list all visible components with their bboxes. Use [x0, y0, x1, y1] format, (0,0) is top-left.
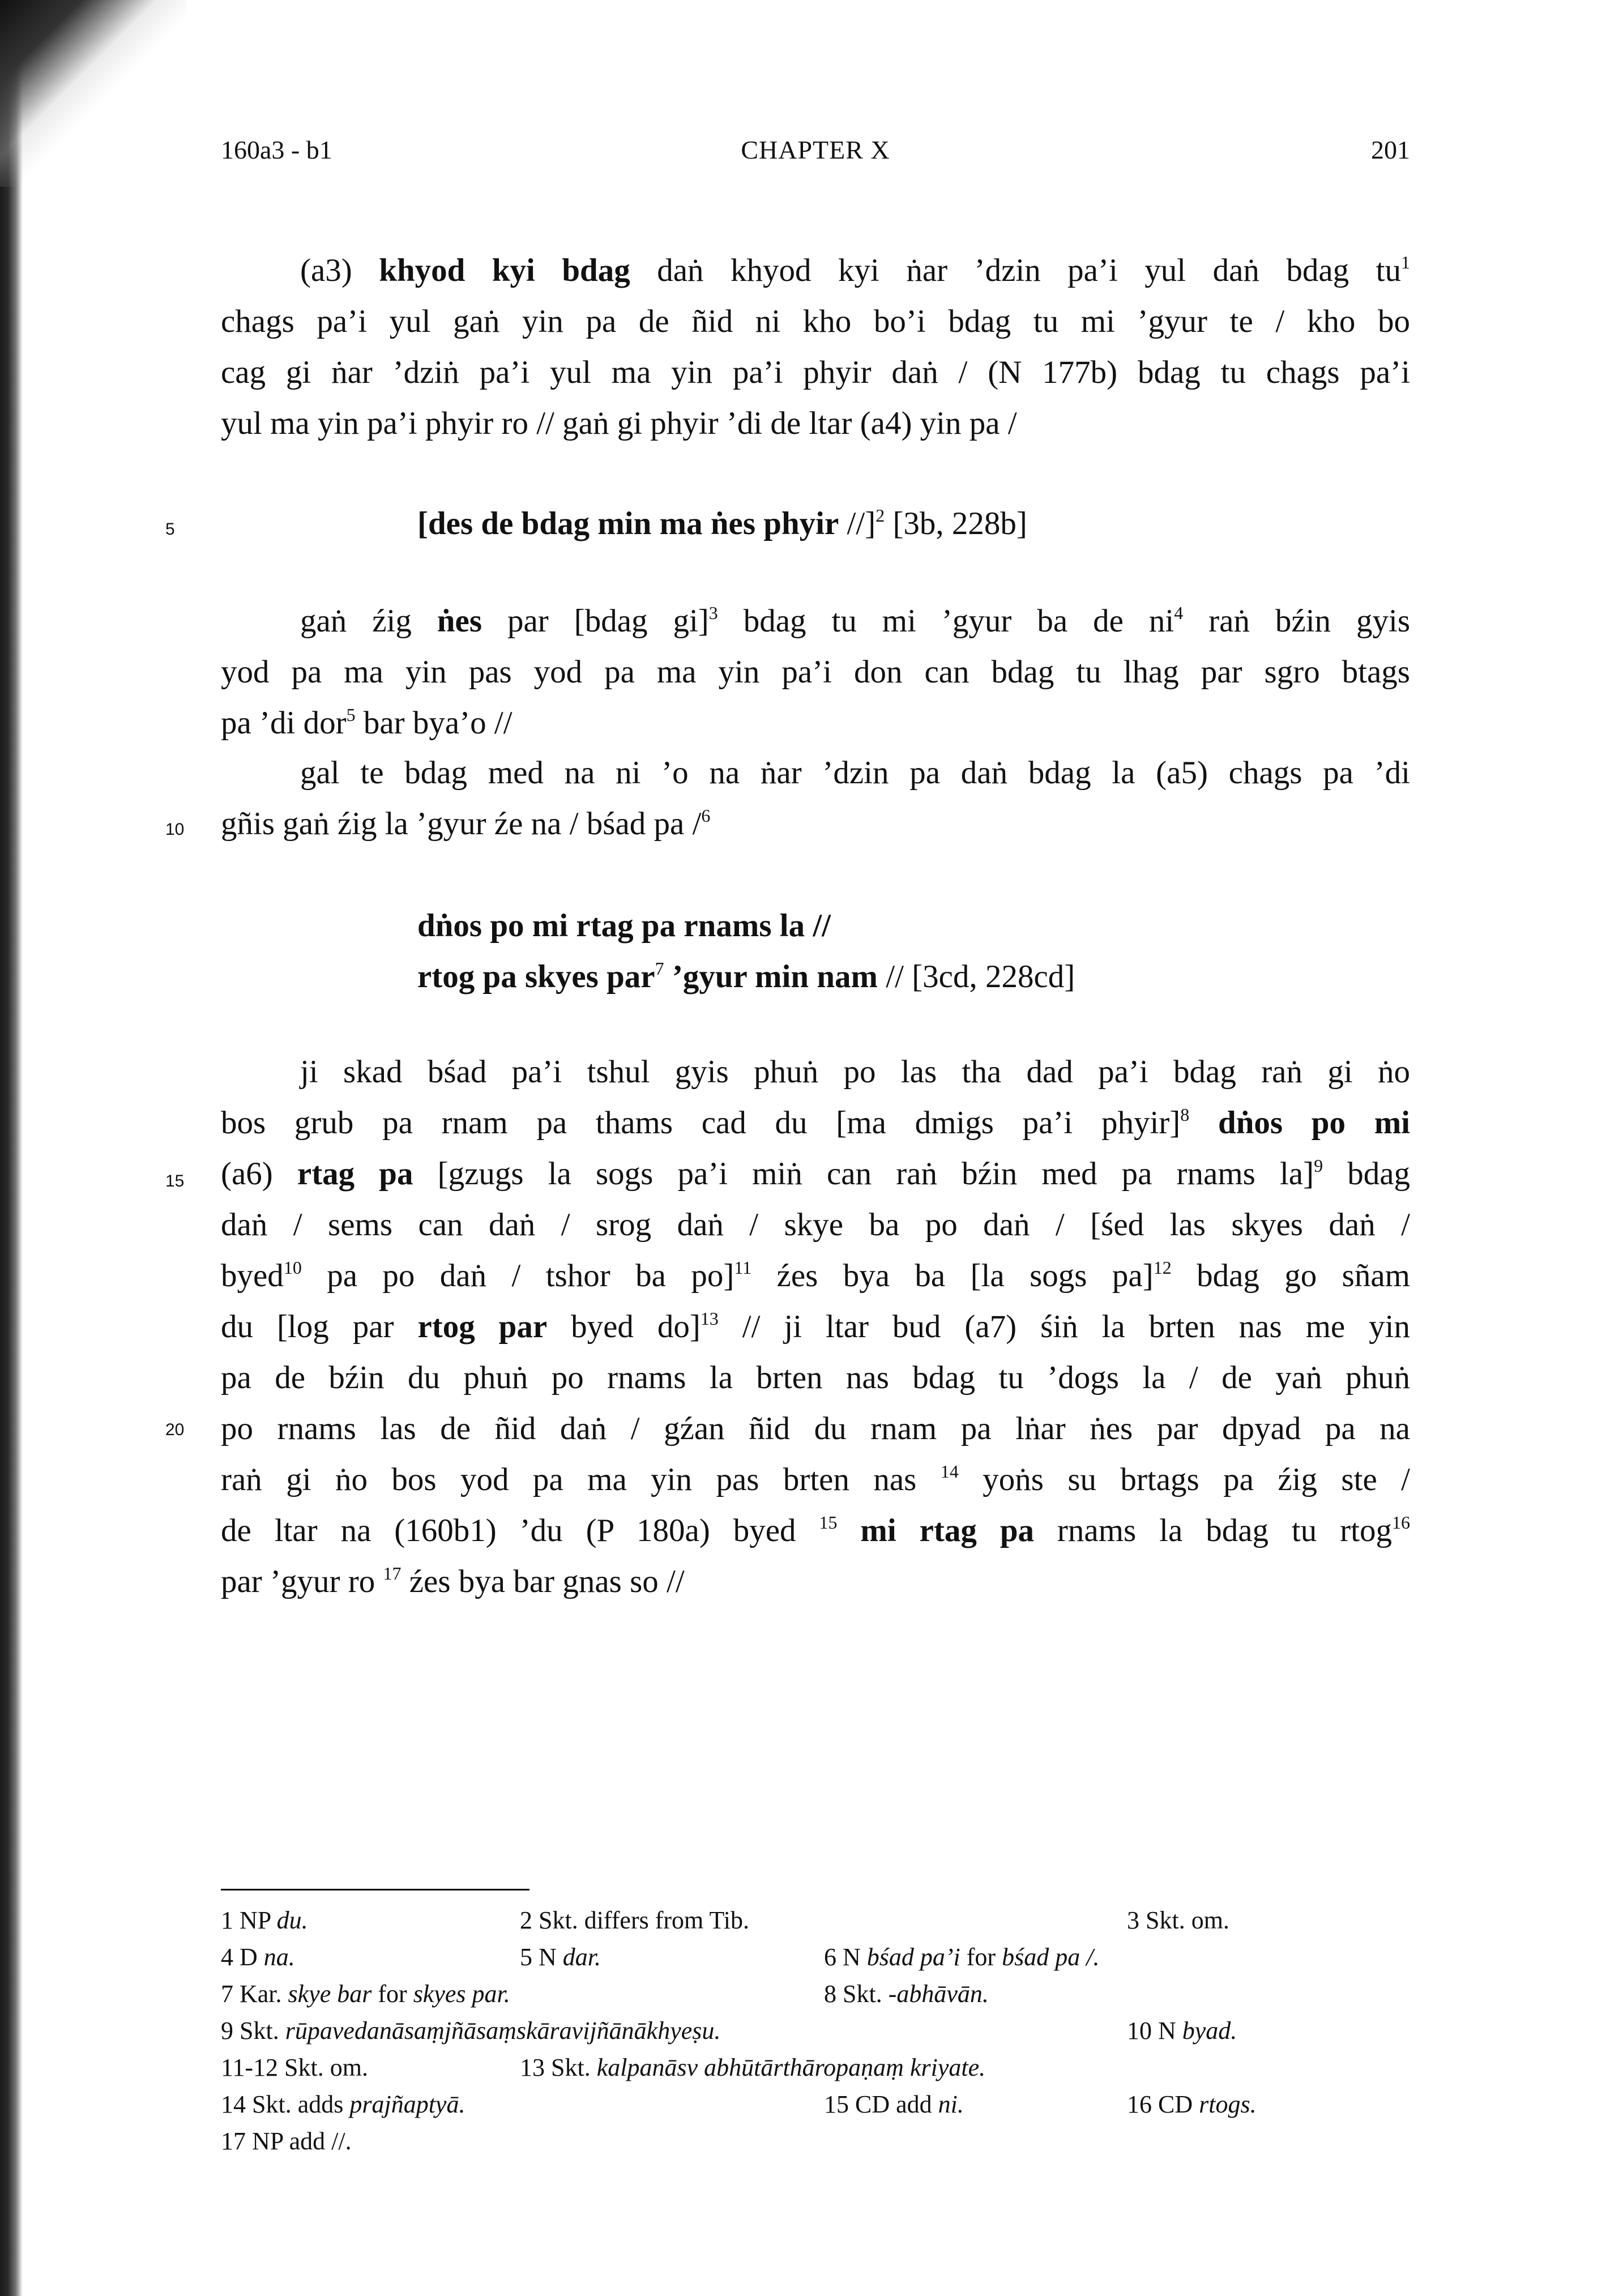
footnote: 9 Skt. rūpavedanāsaṃjñāsaṃskāravijñānākhyeṣu. — [221, 2017, 721, 2045]
footnote-marker: 7 — [655, 958, 664, 979]
line-number: 15 — [165, 1172, 185, 1190]
paragraph-1 — [221, 245, 1410, 449]
verse-1 — [417, 498, 1437, 549]
footnote: 14 Skt. adds prajñaptyā. — [221, 2090, 465, 2118]
footnote: 8 Skt. -abhāvān. — [824, 1980, 989, 2008]
scan-shadow-corner — [0, 0, 187, 187]
paragraph-3 — [221, 748, 1410, 850]
footnote-marker: 15 — [819, 1512, 838, 1533]
footnote-marker: 12 — [1153, 1257, 1172, 1278]
scan-shadow-edge — [0, 0, 23, 2296]
page-number: 201 — [1371, 135, 1410, 164]
footnote-marker: 6 — [701, 805, 711, 826]
footnote: 11-12 Skt. om. — [221, 2054, 368, 2081]
line-number: 10 — [165, 820, 185, 839]
verse-line: dṅos po mi rtag pa rnams la // — [417, 908, 831, 944]
footnote: 17 NP add //. — [221, 2127, 352, 2155]
emphasis-term: rtag pa — [297, 1156, 413, 1192]
footnote-marker: 11 — [734, 1257, 752, 1278]
text-line: ji skad bśad pa’i tshul gyis phuṅ po las tha dad pa’i bdag raṅ gi ṅo — [300, 1054, 1410, 1090]
folio-reference: 160a3 - b1 — [221, 135, 332, 164]
paragraph-4 — [221, 1047, 1410, 1607]
chapter-title: CHAPTER X — [741, 135, 890, 164]
text-line: yod pa ma yin pas yod pa ma yin pa’i don can bdag tu lhag par sgro btags — [221, 654, 1410, 690]
text-line: pa ’di dor$^5$ bar bya’o // — [221, 705, 512, 741]
footnote-marker: 4 — [1174, 603, 1184, 623]
verse-line: rtog pa skyes par$^7$ ’gyur min nam // [3cd, 228cd] — [417, 958, 1075, 995]
footnote-marker: 14 — [940, 1461, 959, 1482]
text-line: (a3) khyod kyi bdag daṅ khyod kyi ṅar ’dzin pa’i yul daṅ bdag $tu^1$ — [300, 252, 1410, 288]
footnote: 16 CD rtogs. — [1127, 2090, 1257, 2118]
text-line: du [log par rtog par byed do]$^{13}$ // ji ltar bud (a7) śiṅ la brten nas me yin — [221, 1308, 1411, 1345]
emphasis-term: khyod kyi bdag — [379, 253, 630, 288]
footnote: 1 NP du. — [221, 1906, 308, 1934]
footnote-marker: 3 — [708, 603, 718, 623]
text-line: de ltar na (160b1) ’du (P 180a) byed $^{15}$ mi rtag pa rnams la bdag tu rtog$^{16}$ — [221, 1512, 1410, 1548]
footnote-marker: 1 — [1401, 252, 1410, 272]
footnote-marker: 10 — [283, 1257, 302, 1278]
text-line: par ’gyur ro $^{17}$ źes bya bar gnas so // — [221, 1563, 685, 1599]
footnote: 15 CD add ni. — [824, 2090, 964, 2118]
footnote: 10 N byad. — [1127, 2017, 1237, 2045]
footnote-marker: 9 — [1314, 1155, 1323, 1176]
text-line: byed$^{10}$ pa po daṅ / tshor ba po]$^{11}$ źes bya ba [la sogs pa]$^{12}$ bdag go sñam — [221, 1257, 1410, 1294]
emphasis-term: dṅos po mi — [1218, 1105, 1411, 1141]
text-line: po rnams las de ñid daṅ / gźan ñid du rnam pa lṅar ṅes par dpyad pa na — [221, 1411, 1410, 1446]
emphasis-term: mi rtag pa — [837, 1513, 1035, 1548]
footnote: 5 N dar. — [520, 1943, 601, 1971]
emphasis-term: rtog par — [417, 1309, 548, 1345]
emphasis-term: ṅes — [437, 603, 482, 639]
line-number: 20 — [165, 1420, 185, 1439]
text-line: yul ma yin pa’i phyir ro // gaṅ gi phyir ’di de ltar (a4) yin pa / — [221, 406, 1017, 441]
verse-2 — [417, 901, 1437, 1002]
footnote: 13 Skt. kalpanāsv abhūtārthāropaṇaṃ kriyate. — [520, 2054, 986, 2081]
verse-line: [des de bdag min ma ṅes phyir //]$^2$ [3b, 228b] — [417, 505, 1027, 541]
text-line: gñis gaṅ źig la ’gyur źe na / bśad pa /$^6$ — [221, 805, 711, 842]
footnote: 4 D na. — [221, 1943, 295, 1971]
running-header — [221, 135, 1410, 169]
text-line: cag gi ṅar ’dziṅ pa’i yul ma yin pa’i phyir daṅ / (N 177b) bdag tu chags pa’i — [221, 355, 1410, 390]
footnote-marker: 16 — [1391, 1512, 1410, 1533]
text-line: chags pa’i yul gaṅ yin pa de ñid ni kho bo’i bdag tu mi ’gyur te / kho bo — [221, 304, 1410, 339]
text-line: gaṅ źig ṅes par [bdag gi]$^3$ bdag tu mi ’gyur ba de $ni^4$ raṅ bźin gyis — [300, 603, 1411, 639]
paragraph-2 — [221, 596, 1410, 749]
footnote-marker: 8 — [1180, 1104, 1190, 1125]
footnote: 7 Kar. skye bar for skyes par. — [221, 1980, 510, 2008]
text-line: gal te bdag med na ni ’o na ṅar ’dzin pa daṅ bdag la (a5) chags pa ’di — [300, 755, 1410, 791]
text-line: bos grub pa rnam pa thams cad du [ma dmigs pa’i phyir]$^8$ dṅos po mi — [221, 1104, 1411, 1141]
footnote-marker: 5 — [346, 705, 356, 725]
footnote-marker: 2 — [875, 505, 885, 526]
text-line: pa de bźin du phuṅ po rnams la brten nas bdag tu ’dogs la / de yaṅ phuṅ — [221, 1360, 1410, 1395]
footnote-marker: 13 — [700, 1308, 719, 1329]
text-line: daṅ / sems can daṅ / srog daṅ / skye ba po daṅ / [śed las skyes daṅ / — [221, 1207, 1410, 1243]
footnote: 2 Skt. differs from Tib. — [520, 1906, 750, 1934]
footnote: 6 N bśad pa’i for bśad pa /. — [824, 1943, 1100, 1971]
text-line: (a6) rtag pa [gzugs la sogs pa’i miṅ can raṅ bźin med pa rnams la]$^9$ bdag — [221, 1155, 1410, 1192]
footnote-rule — [221, 1889, 529, 1890]
footnote-marker: 17 — [383, 1563, 402, 1584]
text-line: raṅ gi ṅo bos yod pa ma yin pas brten nas $^{14}$ yoṅs su brtags pa źig ste / — [221, 1461, 1410, 1497]
line-number: 5 — [165, 520, 175, 539]
footnote: 3 Skt. om. — [1127, 1906, 1229, 1934]
